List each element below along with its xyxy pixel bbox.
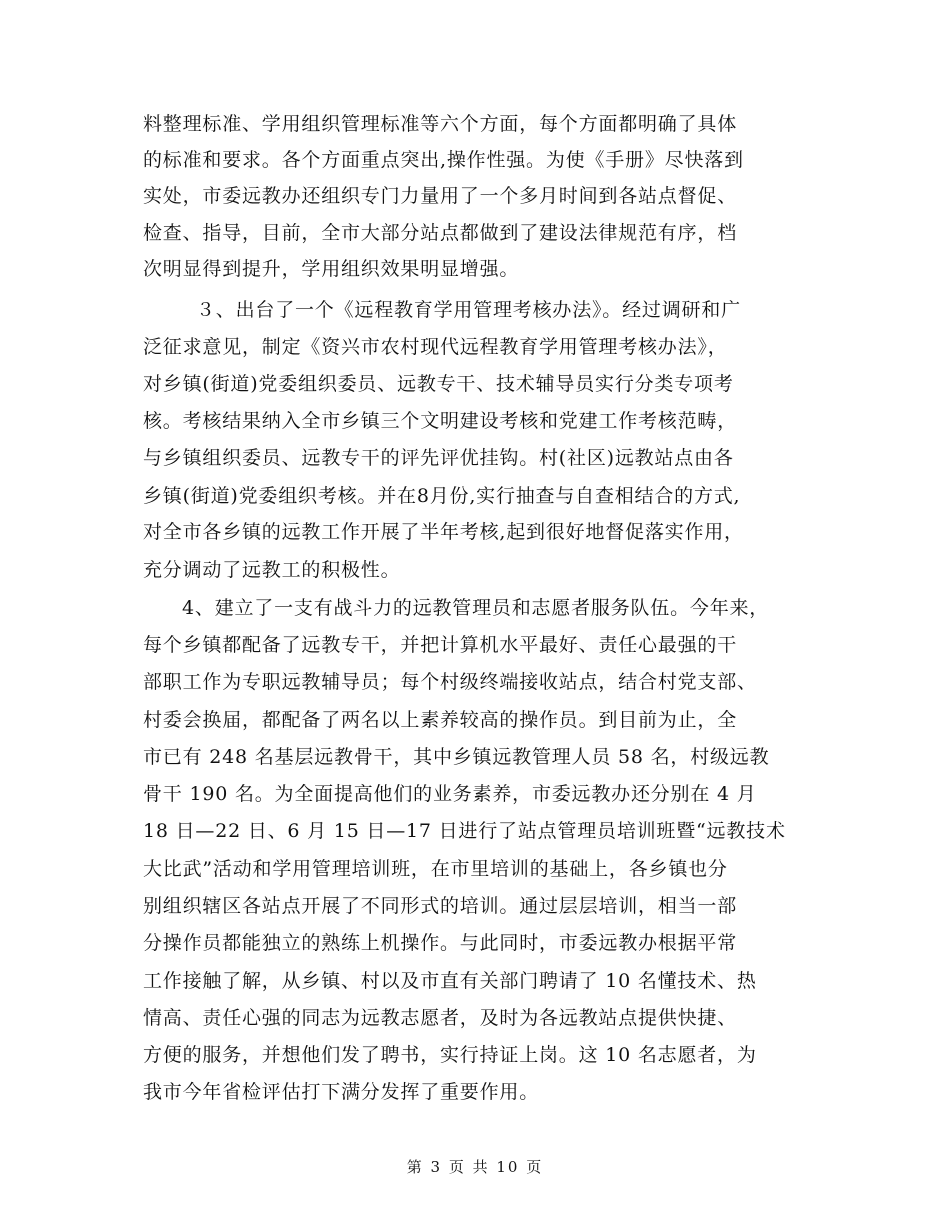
- body-text-line: 对全市各乡镇的远教工作开展了半年考核,起到很好地督促落实作用，: [143, 521, 744, 543]
- body-text-line: 情高、责任心强的同志为远教志愿者，及时为各远教站点提供快捷、: [143, 1007, 738, 1029]
- body-text-line: 骨干 190 名。为全面提高他们的业务素养，市委远教办还分别在 4 月: [143, 783, 757, 805]
- body-text-line: 充分调动了远教工的积极性。: [143, 559, 401, 581]
- body-text-line: 别组织辖区各站点开展了不同形式的培训。通过层层培训，相当一部: [143, 895, 738, 917]
- body-text-line: 泛征求意见，制定《资兴市农村现代远程教育学用管理考核办法》，: [143, 336, 728, 358]
- body-text-line: 料整理标准、学用组织管理标准等六个方面，每个方面都明确了具体: [143, 113, 738, 135]
- body-text-line: 对乡镇(街道)党委组织委员、远教专干、技术辅导员实行分类专项考: [143, 373, 734, 395]
- body-text-line: 检查、指导，目前，全市大部分站点都做到了建设法律规范有序，档: [143, 222, 738, 244]
- body-text-line: 乡镇(街道)党委组织考核。并在8月份,实行抽查与自查相结合的方式,: [143, 485, 741, 507]
- paragraph-first-line: 4、建立了一支有战斗力的远教管理员和志愿者服务队伍。今年来，: [182, 597, 770, 619]
- body-text-line: 大比武”活动和学用管理培训班，在市里培训的基础上，各乡镇也分: [143, 858, 728, 880]
- body-text-line: 方便的服务，并想他们发了聘书，实行持证上岗。这 10 名志愿者，为: [143, 1044, 757, 1066]
- paragraph-first-line: ３、出台了一个《远程教育学用管理考核办法》。经过调研和广: [196, 299, 741, 321]
- body-text-line: 我市今年省检评估打下满分发挥了重要作用。: [143, 1081, 540, 1103]
- body-text-line: 工作接触了解，从乡镇、村以及市直有关部门聘请了 10 名懂技术、热: [143, 970, 757, 992]
- body-text-line: 村委会换届，都配备了两名以上素养较高的操作员。到目前为止，全: [143, 709, 738, 731]
- body-text-line: 分操作员都能独立的熟练上机操作。与此同时，市委远教办根据平常: [143, 932, 738, 954]
- body-text-line: 18 日—22 日、6 月 15 日—17 日进行了站点管理员培训班暨“远教技术: [143, 820, 786, 842]
- body-text-line: 核。考核结果纳入全市乡镇三个文明建设考核和党建工作考核范畴，: [143, 410, 738, 432]
- page-number-footer: 第 3 页 共 10 页: [406, 1158, 544, 1176]
- body-text-line: 的标准和要求。各个方面重点突出,操作性强。为使《手册》尽快落到: [143, 149, 744, 171]
- body-text-line: 与乡镇组织委员、远教专干的评先评优挂钩。村(社区)远教站点由各: [143, 447, 734, 469]
- body-text-line: 每个乡镇都配备了远教专干，并把计算机水平最好、责任心最强的干: [143, 634, 738, 656]
- body-text-line: 次明显得到提升，学用组织效果明显增强。: [143, 258, 520, 280]
- body-text-line: 市已有 248 名基层远教骨干，其中乡镇远教管理人员 58 名，村级远教: [143, 746, 770, 768]
- body-text-line: 实处，市委远教办还组织专门力量用了一个多月时间到各站点督促、: [143, 185, 738, 207]
- body-text-line: 部职工作为专职远教辅导员；每个村级终端接收站点，结合村党支部、: [143, 671, 757, 693]
